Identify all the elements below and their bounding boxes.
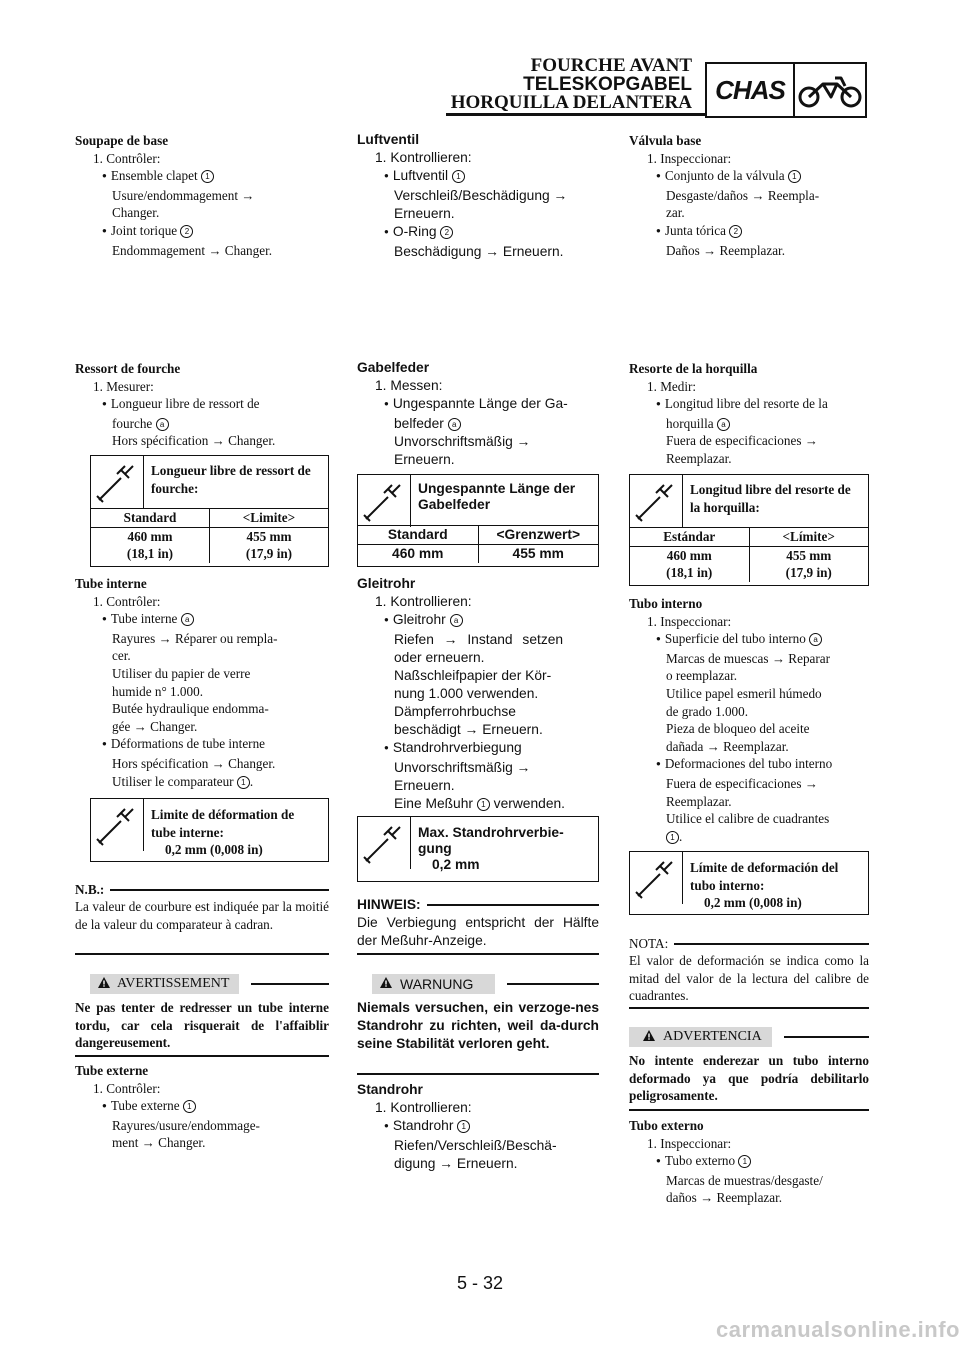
de-spring-title: Gabelfeder [357, 360, 430, 375]
es-inner-b1-l2: o reemplazar. [666, 668, 738, 684]
de-note-text: Die Verbiegung entspricht der Hälfte der Meßuhr-Anzeige. [357, 915, 599, 948]
ref-2-icon: 2 [440, 226, 453, 239]
fr-bend-spec-l2: tube interne: [151, 824, 224, 840]
de-valve-b1-l2: Erneuern. [394, 206, 455, 221]
wrench-icon [91, 799, 144, 851]
chas-label: CHAS [715, 75, 785, 105]
es-inner-b2-l1: Fuera de especificaciones → [666, 775, 818, 791]
fr-bend-spec-l3: 0,2 mm (0,008 in) [165, 842, 263, 858]
fr-valve-title: Soupape de base [75, 133, 169, 148]
fr-note-rule [75, 953, 329, 955]
de-inner-step: 1. Kontrollieren: [375, 594, 472, 609]
de-warning-label: WARNUNG [400, 976, 474, 992]
ref-1-icon: 1 [666, 831, 679, 844]
es-inner-b2: ● Deformaciones del tubo interno [629, 755, 869, 775]
fr-valve-b2: ● Joint torique 2 [75, 222, 329, 242]
ref-a-icon: a [809, 633, 822, 646]
fr-inner-b1-l4: humide n° 1.000. [112, 683, 203, 699]
de-inner-b1-l2: oder erneuern. [394, 650, 485, 665]
fr-spec-std-mm: 460 mm [127, 528, 173, 544]
es-spring-b1-l2: horquilla a [629, 415, 869, 433]
de-inner-b1-l4: nung 1.000 verwenden. [394, 686, 539, 701]
es-spring-spec-box [629, 474, 869, 586]
header-title-de: TELESKOPGABEL [523, 74, 692, 95]
fr-spring-step: 1. Mesurer: [93, 378, 154, 394]
fr-inner-b2: ● Déformations de tube interne [75, 735, 329, 755]
fr-spec-col-limit: <Limite> [209, 509, 328, 527]
de-spring-section [357, 359, 599, 469]
es-bend-spec-l1: Límite de deformación del [690, 860, 839, 875]
es-inner-b1: ● Superficie del tubo interno a [629, 630, 869, 650]
fr-note-label: N.B.: [75, 882, 105, 897]
fr-spring-b1-l3: Hors spécification → Changer. [112, 433, 276, 449]
es-bend-spec-l3: 0,2 mm (0,008 in) [704, 895, 802, 911]
es-outer-b1: ● Tubo externo 1 [629, 1152, 869, 1172]
de-outer-section [357, 1081, 599, 1173]
de-inner-b2-l1: Unvorschriftsmäßig → [394, 760, 531, 775]
fr-inner-title: Tube interne [75, 576, 147, 591]
es-spec-std-in: (18,1 in) [666, 565, 713, 581]
fr-valve-b1: ● Ensemble clapet 1 [75, 167, 329, 187]
ref-a-icon: a [156, 418, 169, 431]
es-note-rule [629, 1007, 869, 1009]
es-valve-b2-l1: Daños → Reemplazar. [666, 242, 786, 258]
de-warning-rule [357, 1073, 599, 1075]
de-inner-b1-l6: beschädigt → Erneuern. [394, 722, 543, 737]
chas-badge [705, 62, 867, 118]
de-spec-col-limit: <Grenzwert> [478, 526, 599, 544]
fr-outer-title: Tube externe [75, 1063, 149, 1078]
de-bend-spec-l1: Max. Standrohrverbie- [418, 825, 564, 840]
de-outer-b1-l1: Riefen/Verschleiß/Beschä- [394, 1138, 557, 1153]
wrench-icon [630, 852, 683, 904]
de-outer-b1: ● Standrohr 1 [357, 1117, 599, 1137]
de-spec-col-standard: Standard [387, 527, 448, 542]
fr-spring-section [75, 360, 329, 450]
page-number: 5 - 32 [456, 1273, 504, 1293]
es-warning-text: No intente enderezar un tubo interno deformado ya que podría debilitarlo peligrosamente. [629, 1053, 869, 1104]
es-inner-step: 1. Inspeccionar: [647, 613, 732, 629]
es-valve-b1-l1: Desgaste/daños → Reempla- [666, 187, 820, 203]
de-note-rule [357, 953, 599, 955]
ref-1-icon: 1 [201, 170, 214, 183]
es-warning-head [629, 1027, 869, 1047]
de-spring-b1-l1: ● Ungespannte Länge der Ga- [357, 395, 599, 415]
es-outer-title: Tubo externo [629, 1118, 704, 1133]
header-rule [446, 113, 706, 116]
de-inner-b2: ● Standrohrverbiegung [357, 739, 599, 759]
fr-spec-col-standard: Standard [123, 510, 177, 525]
es-note-head [629, 935, 869, 953]
motorcycle-icon [793, 64, 865, 116]
fr-inner-step: 1. Contrôler: [93, 593, 161, 609]
header-title-fr: FOURCHE AVANT [530, 55, 692, 76]
es-spring-b1-l4: Reemplazar. [666, 450, 732, 466]
es-spring-b1-l1: ● Longitud libre del resorte de la [629, 395, 869, 415]
ref-1-icon: 1 [738, 1155, 751, 1168]
column-de [357, 131, 599, 261]
de-spring-spec-title: Ungespannte Länge der Gabelfeder [418, 481, 576, 512]
fr-spec-lim-mm: 455 mm [246, 528, 292, 544]
es-spring-section [629, 360, 869, 468]
de-bend-spec-text [418, 825, 590, 873]
es-inner-b1-l1: Marcas de muescas → Reparar [666, 650, 831, 666]
de-inner-section [357, 575, 599, 813]
warning-triangle-icon [643, 1027, 655, 1047]
ref-a-icon: a [450, 614, 463, 627]
de-spring-step: 1. Messen: [375, 378, 443, 393]
ref-1-icon: 1 [452, 170, 465, 183]
es-warning-rule [629, 1109, 869, 1111]
fr-spec-lim-in: (17,9 in) [245, 546, 293, 562]
de-inner-b1-l1: Riefen → Instand setzen [394, 632, 564, 647]
es-inner-b2-l3: Utilice el calibre de cuadrantes [666, 811, 830, 827]
wrench-icon [630, 475, 683, 527]
fr-outer-b1-l2: ment → Changer. [112, 1135, 206, 1151]
es-inner-b2-ref: 1 . [629, 828, 869, 846]
ref-a-icon: a [448, 418, 461, 431]
de-bend-spec-box [357, 816, 599, 882]
fr-outer-section [75, 1062, 329, 1152]
ref-2-icon: 2 [729, 225, 742, 238]
fr-spring-b1-l2: fourche a [75, 415, 329, 433]
ref-a-icon: a [181, 613, 194, 626]
header-title-es: HORQUILLA DELANTERA [450, 92, 692, 113]
ref-a-icon: a [717, 418, 730, 431]
de-valve-b2-l1: Beschädigung → Erneuern. [394, 244, 564, 259]
de-spring-b1-l4: Erneuern. [394, 452, 455, 467]
es-inner-b1-l4: de grado 1.000. [666, 703, 749, 719]
de-inner-title: Gleitrohr [357, 576, 416, 591]
fr-spring-spec-box [90, 455, 329, 567]
fr-inner-b1-l5: Butée hydraulique endomma- [112, 701, 269, 717]
de-valve-b1-l1: Verschleiß/Beschädigung → [394, 188, 568, 203]
de-bend-spec-l3: 0,2 mm [432, 857, 480, 872]
fr-inner-b1-l1: Rayures → Réparer ou rempla- [112, 630, 278, 646]
fr-spring-b1-l1: ● Longueur libre de ressort de [75, 395, 329, 415]
de-inner-b1-l3: Naßschleifpapier der Kör- [394, 668, 552, 683]
watermark: carmanualsonline.info [716, 1317, 960, 1342]
de-valve-step: 1. Kontrollieren: [375, 150, 472, 165]
es-spec-lim-mm: 455 mm [786, 547, 832, 563]
wrench-icon [91, 456, 144, 508]
es-note-text: El valor de deformación se indica como la mitad del valor de la lectura del calibre de cuadrantes. [629, 953, 869, 1004]
de-note-head [357, 896, 599, 914]
fr-inner-b2-l1: Hors spécification → Changer. [112, 755, 276, 771]
es-spec-col-limit: <Límite> [749, 528, 869, 546]
es-bend-spec-l2: tubo interno: [690, 877, 765, 893]
fr-warning-text: Ne pas tenter de redresser un tube interne tordu, car cela risquerait de l'affaiblir dangereusement. [75, 1000, 329, 1051]
es-spec-lim-in: (17,9 in) [785, 565, 832, 581]
ref-1-icon: 1 [237, 776, 250, 789]
column-es [629, 132, 869, 259]
fr-outer-step: 1. Contrôler: [93, 1080, 161, 1096]
de-outer-step: 1. Kontrollieren: [375, 1100, 472, 1115]
de-warning-text: Niemals versuchen, ein verzoge-nes Standrohr zu richten, weil da-durch seine Stabilität verloren geht. [357, 1000, 599, 1051]
fr-bend-spec-l1: Limite de déformation de [151, 807, 295, 822]
fr-spring-spec-title: Longueur libre de ressort de fourche: [151, 463, 311, 496]
fr-spring-title: Ressort de fourche [75, 361, 181, 376]
es-spec-std-mm: 460 mm [666, 547, 712, 563]
fr-inner-b1-l3: Utiliser du papier de verre [112, 665, 251, 681]
warning-triangle-icon [380, 974, 392, 994]
fr-valve-b2-l1: Endommagement → Changer. [112, 242, 273, 258]
fr-warning-label: AVERTISSEMENT [117, 976, 230, 991]
fr-inner-b1: ● Tube interne a [75, 610, 329, 630]
fr-note-head [75, 881, 329, 899]
fr-valve-step: 1. Contrôler: [93, 150, 161, 166]
fr-inner-section [75, 575, 329, 790]
es-warning-label: ADVERTENCIA [663, 1029, 762, 1044]
es-inner-b1-l5: Pieza de bloqueo del aceite [666, 721, 810, 737]
es-spring-step: 1. Medir: [647, 378, 697, 394]
es-outer-b1-l1: Marcas de muestras/desgaste/ [666, 1172, 823, 1188]
es-outer-section [629, 1117, 869, 1207]
es-valve-b2: ● Junta tórica 2 [629, 222, 869, 242]
de-outer-b1-l2: digung → Erneuern. [394, 1156, 518, 1171]
de-inner-b2-l2: Erneuern. [394, 778, 455, 793]
es-spring-spec-title: Longitud libre del resorte de la horquilla: [690, 482, 851, 515]
de-spring-b1-l3: Unvorschriftsmäßig → [394, 434, 531, 449]
de-inner-b2-l3: Eine Meßuhr 1 verwenden. [394, 796, 566, 811]
fr-bend-spec-text [151, 806, 320, 859]
de-note-label: HINWEIS: [357, 897, 421, 912]
es-spec-col-standard: Estándar [663, 529, 716, 544]
de-spec-std-mm: 460 mm [392, 546, 444, 561]
de-inner-b1-l5: Dämpferrohrbuchse [394, 704, 516, 719]
warning-triangle-icon [98, 974, 110, 994]
de-spring-b1-l2: belfeder a [357, 415, 599, 433]
de-valve-title: Luftventil [357, 132, 420, 147]
column-fr [75, 132, 329, 259]
es-valve-b1-l2: zar. [666, 205, 685, 221]
fr-valve-b1-l2: Changer. [112, 205, 160, 221]
de-warning-head [372, 974, 599, 994]
de-spring-spec-box [357, 474, 599, 567]
fr-valve-b1-l1: Usure/endommagement → [112, 187, 255, 203]
de-valve-b1: ● Luftventil 1 [357, 167, 599, 187]
wrench-icon [358, 475, 411, 527]
fr-outer-b1-l1: Rayures/usure/endommage- [112, 1117, 260, 1133]
fr-note-text: La valeur de courbure est indiquée par la moitié de la valeur du comparateur à cadran. [75, 899, 329, 932]
de-spec-lim-mm: 455 mm [478, 545, 599, 563]
es-valve-step: 1. Inspeccionar: [647, 150, 732, 166]
es-spring-b1-l3: Fuera de especificaciones → [666, 433, 818, 449]
es-outer-step: 1. Inspeccionar: [647, 1135, 732, 1151]
fr-bend-spec-box [90, 798, 329, 862]
ref-1-icon: 1 [457, 1120, 470, 1133]
ref-1-icon: 1 [788, 170, 801, 183]
fr-warning-rule [75, 1055, 329, 1057]
fr-inner-b1-l2: cer. [112, 648, 131, 664]
es-valve-title: Válvula base [629, 133, 702, 148]
es-inner-b2-l2: Reemplazar. [666, 793, 732, 809]
fr-inner-b2-l2: Utiliser le comparateur 1 . [112, 773, 254, 789]
ref-2-icon: 2 [180, 225, 193, 238]
de-outer-title: Standrohr [357, 1082, 423, 1097]
de-valve-b2: ● O-Ring 2 [357, 223, 599, 243]
de-inner-b1: ● Gleitrohr a [357, 611, 599, 631]
es-inner-b1-l6: dañada → Reemplazar. [666, 738, 789, 754]
wrench-icon [358, 817, 411, 869]
fr-spec-std-in: (18,1 in) [126, 546, 174, 562]
es-bend-spec-box [629, 851, 869, 915]
es-spring-title: Resorte de la horquilla [629, 361, 758, 376]
ref-1-icon: 1 [183, 1100, 196, 1113]
es-inner-b1-l3: Utilice papel esmeril húmedo [666, 685, 822, 701]
es-inner-title: Tubo interno [629, 596, 703, 611]
ref-1-icon: 1 [477, 798, 490, 811]
es-note-label: NOTA: [629, 936, 669, 951]
es-valve-b1: ● Conjunto de la válvula 1 [629, 167, 869, 187]
fr-warning-head [90, 974, 329, 994]
fr-outer-b1: ● Tube externe 1 [75, 1097, 329, 1117]
es-bend-spec-text [690, 859, 860, 912]
es-outer-b1-l2: daños → Reemplazar. [666, 1190, 783, 1206]
fr-inner-b1-l6: gée → Changer. [112, 718, 198, 734]
es-inner-section [629, 595, 869, 845]
de-bend-spec-l2: gung [418, 841, 452, 856]
